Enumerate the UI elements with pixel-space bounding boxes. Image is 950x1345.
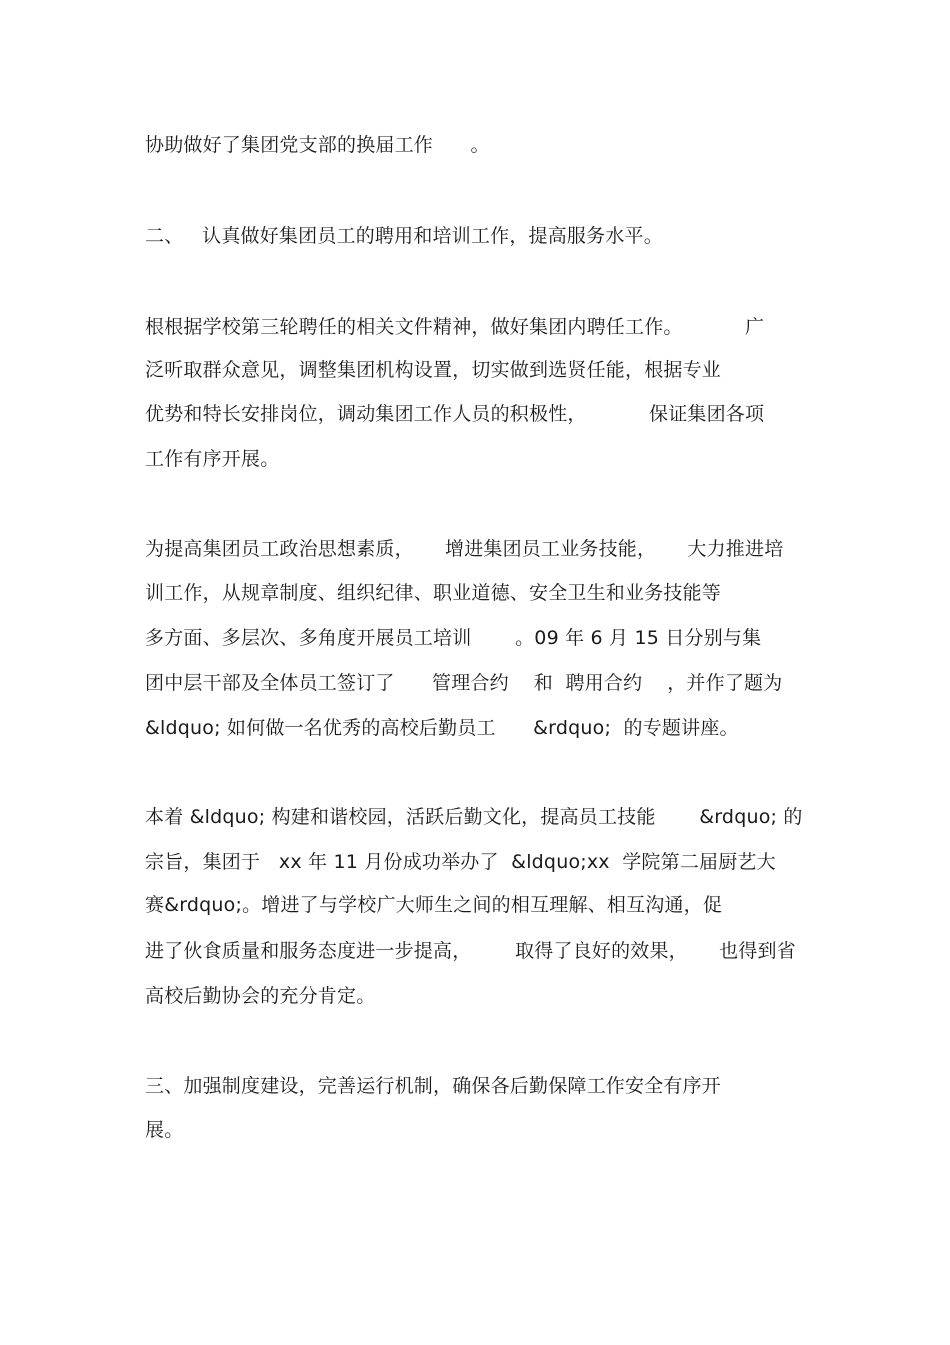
paragraph-line: 根根据学校第三轮聘任的相关文件精神，做好集团内聘任工作。 广 [145,316,765,338]
paragraph-line: 本着 &ldquo; 构建和谐校园，活跃后勤文化，提高员工技能 &rdquo; 的 [145,806,803,828]
paragraph-line: 优势和特长安排岗位，调动集团工作人员的积极性， 保证集团各项 [145,403,765,425]
paragraph-line: 训工作，从规章制度、组织纪律、职业道德、安全卫生和业务技能等 [145,582,722,604]
paragraph-line: 协助做好了集团党支部的换届工作 。 [145,134,490,156]
section-heading: 展。 [145,1119,184,1141]
paragraph-line: &ldquo; 如何做一名优秀的高校后勤员工 &rdquo; 的专题讲座。 [145,717,739,739]
paragraph-line: 工作有序开展。 [145,448,280,470]
paragraph-line: 团中层干部及全体员工签订了 管理合约 和 聘用合约 ，并作了题为 [145,672,783,694]
paragraph-line: 泛听取群众意见，调整集团机构设置，切实做到选贤任能，根据专业 [145,359,722,381]
paragraph-line: 为提高集团员工政治思想素质， 增进集团员工业务技能， 大力推进培 [145,538,784,560]
paragraph-line: 宗旨，集团于 xx 年 11 月份成功举办了 &ldquo;xx 学院第二届厨艺大 [145,851,776,873]
paragraph-line: 进了伙食质量和服务态度进一步提高， 取得了良好的效果， 也得到省 [145,940,796,962]
paragraph-line: 高校后勤协会的充分肯定。 [145,985,376,1007]
section-heading: 三、加强制度建设，完善运行机制，确保各后勤保障工作安全有序开 [145,1075,722,1097]
section-heading: 二、 认真做好集团员工的聘用和培训工作，提高服务水平。 [145,225,663,247]
paragraph-line: 多方面、多层次、多角度开展员工培训 。09 年 6 月 15 日分别与集 [145,627,762,649]
paragraph-line: 赛&rdquo;。增进了与学校广大师生之间的相互理解、相互沟通，促 [145,894,723,916]
